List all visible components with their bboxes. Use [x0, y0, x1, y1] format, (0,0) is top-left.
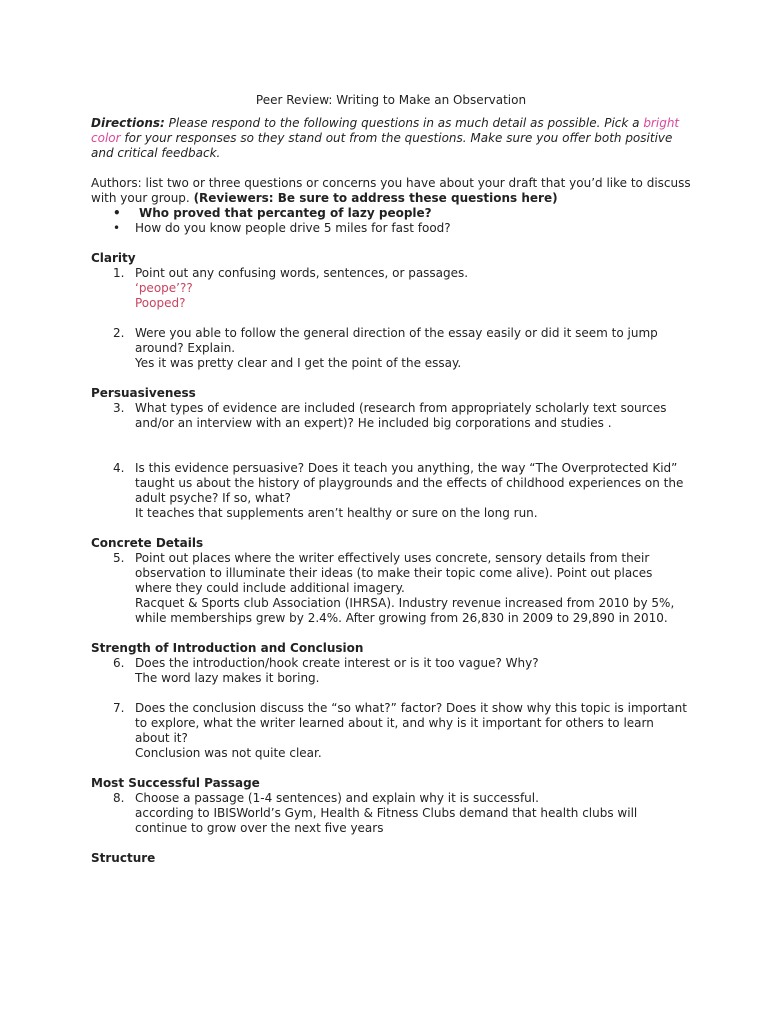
directions-text-before: Please respond to the following questions in as much detail as possible. Pick a — [164, 116, 644, 130]
section-heading-persuasiveness: Persuasiveness — [91, 386, 196, 400]
question-number: 6. — [113, 656, 125, 670]
question-text: Does the conclusion discuss the “so what?” factor? Does it show why this topic is important to explore, what the writer learned about it, and why is it important for others to learn about it? — [135, 701, 687, 745]
directions-highlight: bright color — [91, 116, 680, 145]
section-heading-structure: Structure — [91, 851, 156, 865]
authors-paragraph — [91, 176, 691, 206]
question-text: Is this evidence persuasive? Does it teach you anything, the way “The Overprotected Kid” taught us about the history of playgrounds and the effects of childhood experiences on the adult psyche? If so, what? — [135, 461, 684, 505]
question-text: Point out any confusing words, sentences, or passages. — [135, 266, 469, 280]
question-item — [91, 401, 691, 431]
question-text: Does the introduction/hook create interest or is it too vague? Why? — [135, 656, 539, 670]
question-number: 5. — [113, 551, 125, 565]
directions-paragraph — [91, 116, 691, 161]
question-item — [91, 791, 691, 836]
question-text: Were you able to follow the general direction of the essay easily or did it seem to jump around? Explain. — [135, 326, 658, 355]
question-number: 1. — [113, 266, 125, 280]
section-heading-most-successful-passage: Most Successful Passage — [91, 776, 260, 790]
question-text: Point out places where the writer effectively uses concrete, sensory details from their observation to illuminate their ideas (to make their topic come alive). Point out places where they could include additional imagery. — [135, 551, 653, 595]
question-item — [91, 461, 691, 521]
response-text: ‘peope’?? — [135, 281, 193, 295]
question-number: 4. — [113, 461, 125, 475]
document-page — [91, 93, 691, 866]
question-item — [91, 701, 691, 761]
question-item — [91, 266, 691, 311]
authors-bold-note: (Reviewers: Be sure to address these questions here) — [193, 191, 558, 205]
question-text: Choose a passage (1-4 sentences) and explain why it is successful. — [135, 791, 539, 805]
directions-text-after: for your responses so they stand out from the questions. Make sure you offer both positive and critical feedback. — [91, 131, 673, 160]
question-text: What types of evidence are included (research from appropriately scholarly text sources and/or an interview with an expert)? He included big corporations and studies . — [135, 401, 667, 430]
question-item — [91, 551, 691, 626]
question-number: 2. — [113, 326, 125, 340]
question-number: 8. — [113, 791, 125, 805]
directions-label: Directions: — [91, 116, 165, 130]
authors-bullet-list — [91, 206, 691, 236]
response-text: Racquet & Sports club Association (IHRSA). Industry revenue increased from 2010 by 5%, while memberships grew by 2.4%. After growing from 26,830 in 2009 to 29,890 in 2010. — [135, 596, 675, 625]
response-text: Yes it was pretty clear and I get the point of the essay. — [135, 356, 462, 370]
bullet-item: • How do you know people drive 5 miles for fast food? — [91, 221, 691, 236]
section-heading-intro-conclusion: Strength of Introduction and Conclusion — [91, 641, 364, 655]
response-text: The word lazy makes it boring. — [135, 671, 320, 685]
question-number: 3. — [113, 401, 125, 415]
question-number: 7. — [113, 701, 125, 715]
document-title: Peer Review: Writing to Make an Observation — [255, 93, 527, 107]
response-text: Pooped? — [135, 296, 186, 310]
response-text: according to IBISWorld’s Gym, Health & Fitness Clubs demand that health clubs will continue to grow over the next five years — [135, 806, 638, 835]
question-item — [91, 326, 691, 371]
section-heading-concrete-details: Concrete Details — [91, 536, 204, 550]
response-text: Conclusion was not quite clear. — [135, 746, 322, 760]
question-item — [91, 656, 691, 686]
authors-text: Authors: list two or three questions or concerns you have about your draft that you’d like to discuss with your group. — [91, 176, 691, 205]
section-heading-clarity: Clarity — [91, 251, 136, 265]
bullet-item: • Who proved that percanteg of lazy people? — [91, 206, 691, 221]
response-text: It teaches that supplements aren’t healthy or sure on the long run. — [135, 506, 538, 520]
